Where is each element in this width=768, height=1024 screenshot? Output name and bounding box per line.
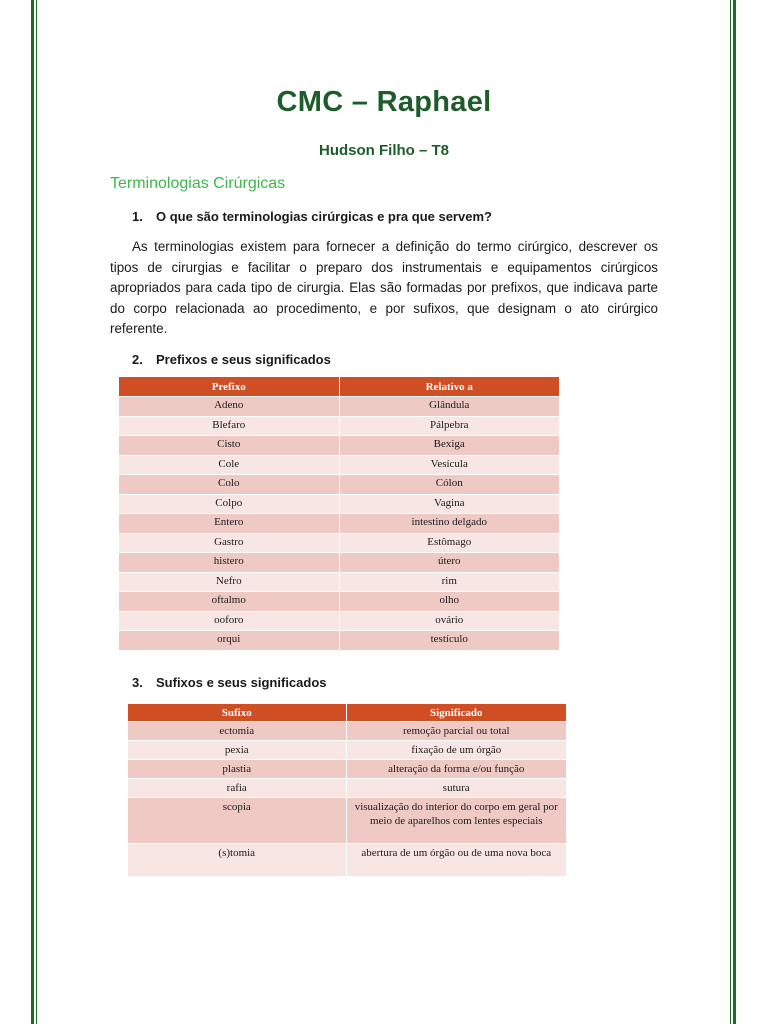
prefix-cell: Gastro bbox=[119, 533, 339, 553]
prefix-cell: orqui bbox=[119, 631, 339, 650]
question-1 bbox=[132, 209, 492, 224]
suffix-cell: (s)tomia bbox=[128, 844, 346, 876]
prefix-cell: ooforo bbox=[119, 611, 339, 631]
prefix-cell: Cole bbox=[119, 455, 339, 475]
suffix-table bbox=[128, 704, 566, 876]
question-1-text: O que são terminologias cirúrgicas e pra que servem? bbox=[156, 209, 492, 224]
table-row bbox=[119, 631, 559, 650]
meaning-cell: Pálpebra bbox=[339, 416, 559, 436]
table-row bbox=[119, 416, 559, 436]
meaning-cell: remoção parcial ou total bbox=[346, 722, 566, 741]
prefix-cell: histero bbox=[119, 553, 339, 573]
table-row bbox=[119, 592, 559, 612]
meaning-cell: alteração da forma e/ou função bbox=[346, 760, 566, 779]
page-subtitle: Hudson Filho – T8 bbox=[319, 142, 449, 159]
prefix-cell: Blefaro bbox=[119, 416, 339, 436]
prefix-cell: Adeno bbox=[119, 397, 339, 417]
prefix-cell: Colpo bbox=[119, 494, 339, 514]
suffix-header-meaning: Significado bbox=[346, 704, 566, 722]
table-row bbox=[119, 455, 559, 475]
table-row bbox=[119, 533, 559, 553]
suffix-cell: ectomia bbox=[128, 722, 346, 741]
prefix-table bbox=[119, 377, 559, 650]
meaning-cell: ovário bbox=[339, 611, 559, 631]
prefix-cell: Entero bbox=[119, 514, 339, 534]
meaning-cell: fixação de um órgão bbox=[346, 741, 566, 760]
suffix-cell: pexia bbox=[128, 741, 346, 760]
question-1-number: 1. bbox=[132, 209, 143, 224]
meaning-cell: olho bbox=[339, 592, 559, 612]
table-row bbox=[128, 844, 566, 876]
prefix-cell: Colo bbox=[119, 475, 339, 495]
prefix-header-meaning: Relativo a bbox=[339, 377, 559, 397]
prefix-cell: oftalmo bbox=[119, 592, 339, 612]
meaning-cell: testículo bbox=[339, 631, 559, 650]
table-row bbox=[119, 611, 559, 631]
meaning-cell: útero bbox=[339, 553, 559, 573]
table-row bbox=[128, 779, 566, 798]
table-row bbox=[128, 798, 566, 844]
table-row bbox=[119, 397, 559, 417]
table-row bbox=[119, 572, 559, 592]
table-row bbox=[119, 514, 559, 534]
meaning-cell: Glândula bbox=[339, 397, 559, 417]
suffix-header-suffix: Sufixo bbox=[128, 704, 346, 722]
meaning-cell: Estômago bbox=[339, 533, 559, 553]
meaning-cell: rim bbox=[339, 572, 559, 592]
question-2-text: Prefixos e seus significados bbox=[156, 352, 331, 367]
body-paragraph: As terminologias existem para fornecer a definição do termo cirúrgico, descrever os tipos de cirurgias e facilitar o preparo dos instrumentais e equipamentos cirúrgicos apropriados para cada tipo de cirurgia. Elas são formadas por prefixos, que indicava parte do corpo relacionada ao procedimento, e por sufixos, que designam o ato cirúrgico referente. bbox=[110, 239, 658, 337]
page-title: CMC – Raphael bbox=[276, 86, 492, 118]
suffix-table-header bbox=[128, 704, 566, 722]
meaning-cell: intestino delgado bbox=[339, 514, 559, 534]
table-row bbox=[128, 741, 566, 760]
question-3-number: 3. bbox=[132, 675, 143, 690]
prefix-header-prefix: Prefixo bbox=[119, 377, 339, 397]
table-row bbox=[119, 553, 559, 573]
meaning-cell: Vesícula bbox=[339, 455, 559, 475]
suffix-cell: plastia bbox=[128, 760, 346, 779]
table-row bbox=[128, 722, 566, 741]
question-2 bbox=[132, 352, 331, 367]
prefix-table-header bbox=[119, 377, 559, 397]
question-3-text: Sufixos e seus significados bbox=[156, 675, 327, 690]
table-row bbox=[128, 760, 566, 779]
meaning-cell: sutura bbox=[346, 779, 566, 798]
prefix-cell: Nefro bbox=[119, 572, 339, 592]
prefix-cell: Cisto bbox=[119, 436, 339, 456]
table-row bbox=[119, 436, 559, 456]
question-3 bbox=[132, 675, 327, 690]
meaning-cell: abertura de um órgão ou de uma nova boca bbox=[346, 844, 566, 876]
section-heading: Terminologias Cirúrgicas bbox=[110, 175, 286, 192]
suffix-cell: scopia bbox=[128, 798, 346, 844]
question-2-number: 2. bbox=[132, 352, 143, 367]
meaning-cell: Vagina bbox=[339, 494, 559, 514]
suffix-cell: rafia bbox=[128, 779, 346, 798]
meaning-cell: Cólon bbox=[339, 475, 559, 495]
meaning-cell: visualização do interior do corpo em geral por meio de aparelhos com lentes especiais bbox=[346, 798, 566, 844]
meaning-cell: Bexiga bbox=[339, 436, 559, 456]
table-row bbox=[119, 475, 559, 495]
table-row bbox=[119, 494, 559, 514]
